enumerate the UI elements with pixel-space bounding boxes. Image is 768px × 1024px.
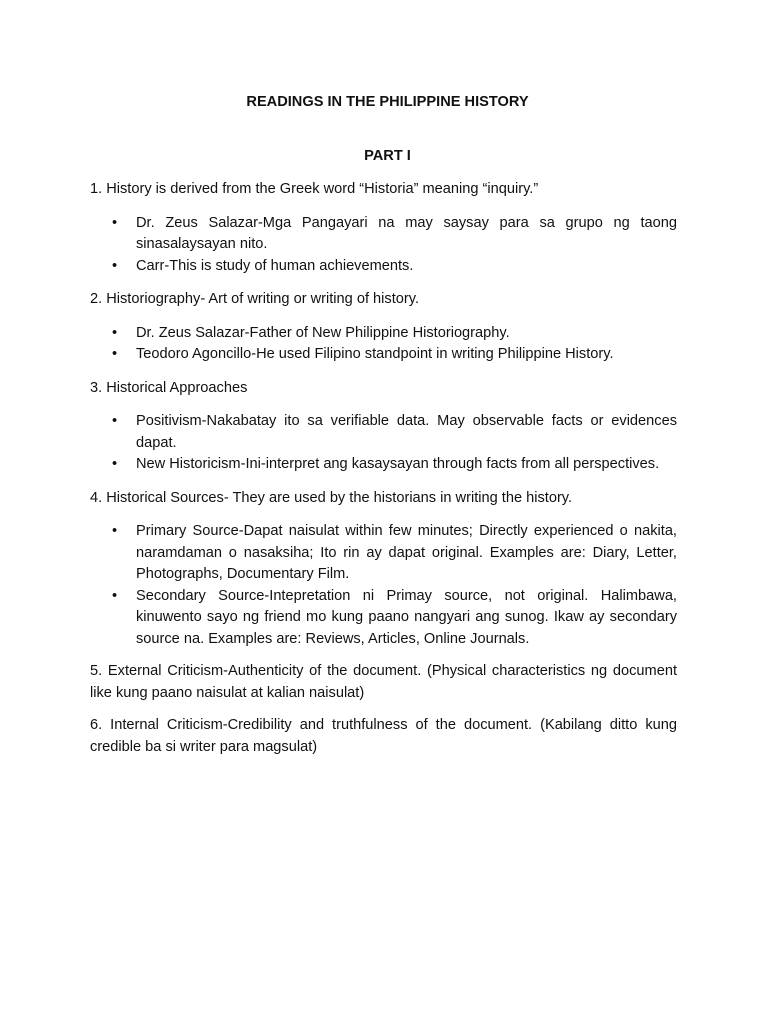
bullet-text: New Historicism-Ini-interpret ang kasaysayan through facts from all perspectives. (136, 456, 660, 472)
bullet-text: Dr. Zeus Salazar-Father of New Philippine Historiography. (136, 324, 510, 341)
bullet-icon: • (112, 214, 118, 231)
bullet-list-3 (90, 411, 677, 476)
bullet-item (112, 344, 677, 366)
bullet-icon: • (112, 257, 118, 274)
list-item-1: 1. History is derived from the Greek word “Historia” meaning “inquiry.” (90, 181, 539, 197)
bullet-item (112, 586, 677, 651)
bullet-icon: • (112, 523, 118, 539)
bullet-item (112, 454, 677, 476)
bullet-list-4 (90, 521, 677, 650)
bullet-icon: • (112, 413, 118, 429)
bullet-text: Dr. Zeus Salazar-Mga Pangayari na may saysay para sa grupo ng taong sinasalaysayan nito. (136, 214, 677, 252)
bullet-text: Secondary Source-Intepretation ni Primay source, not original. Halimbawa, kinuwento sayo ng friend mo kung paano nangyari ang sunog. Ikaw ay secondary source na. Examples are: Reviews, Articles, Online Journals. (136, 587, 677, 647)
bullet-text: Positivism-Nakabatay ito sa verifiable data. May observable facts or evidences dapat. (136, 413, 677, 451)
criticism-section (90, 661, 677, 758)
bullet-item (112, 323, 677, 345)
bullet-item (112, 256, 677, 278)
bullet-icon: • (112, 587, 118, 604)
list-item-4: 4. Historical Sources- They are used by the historians in writing the history. (90, 489, 573, 506)
bullet-item (112, 521, 677, 586)
bullet-list-1 (90, 213, 677, 278)
list-item-2: 2. Historiography- Art of writing or writing of history. (90, 291, 420, 307)
document-title: READINGS IN THE PHILIPPINE HISTORY (246, 94, 529, 110)
list-item-3: 3. Historical Approaches (90, 379, 248, 396)
bullet-icon: • (112, 346, 118, 362)
bullet-list-2 (90, 323, 677, 366)
bullet-icon: • (112, 324, 118, 341)
bullet-text: Primary Source-Dapat naisulat within few minutes; Directly experienced o nakita, naramdaman o nasaksiha; Ito rin ay dapat original. Examples are: Diary, Letter, Photographs, Documentary Film. (136, 523, 677, 582)
bullet-item (112, 411, 677, 454)
bullet-icon: • (112, 456, 118, 472)
bullet-text: Teodoro Agoncillo-He used Filipino standpoint in writing Philippine History. (136, 346, 614, 362)
list-item-6: 6. Internal Criticism-Credibility and truthfulness of the document. (Kabilang ditto kung credible ba si writer para magsulat) (90, 717, 677, 755)
part-heading: PART I (364, 147, 411, 164)
bullet-text: Carr-This is study of human achievements. (136, 257, 414, 274)
bullet-item (112, 213, 677, 256)
list-item-5: 5. External Criticism-Authenticity of the document. (Physical characteristics ng document like kung paano naisulat at kalian naisulat) (90, 663, 677, 701)
